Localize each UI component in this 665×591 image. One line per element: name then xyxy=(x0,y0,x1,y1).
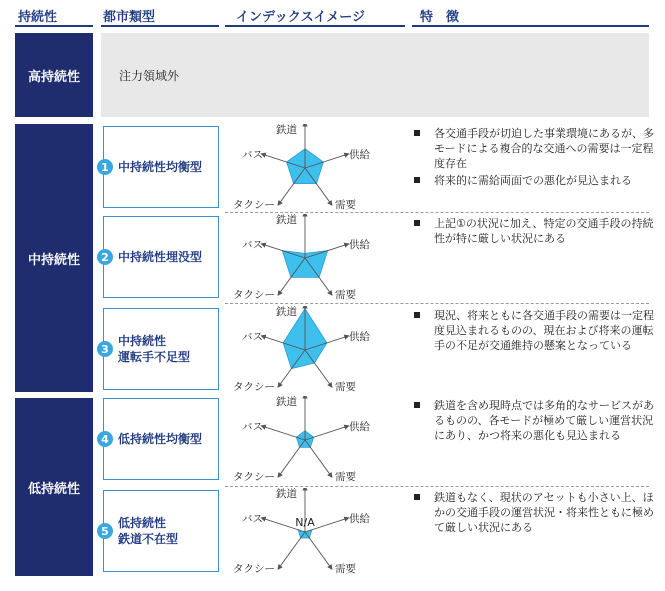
radar-axis-bus xyxy=(261,244,305,258)
city-type-name: 中持続性埋没型 xyxy=(118,250,203,264)
radar-chart-3 xyxy=(225,306,395,394)
type-number-badge: 3 xyxy=(97,341,113,357)
city-type-box-1 xyxy=(103,126,219,208)
header-underline xyxy=(225,25,405,27)
category-mid xyxy=(15,124,93,392)
radar-label-demand: 需要 xyxy=(335,563,356,575)
radar-label-taxi: タクシー xyxy=(233,471,275,483)
features-cell-4 xyxy=(412,398,657,445)
city-type-name: 中持続性均衡型 xyxy=(118,160,203,174)
radar-label-bus: バス xyxy=(242,149,263,161)
radar-axis-bus xyxy=(261,426,305,440)
radar-chart-1 xyxy=(225,124,395,212)
feature-bullet xyxy=(412,126,657,171)
radar-label-demand: 需要 xyxy=(335,381,356,393)
type-number-badge: 5 xyxy=(97,523,113,539)
feature-bullet xyxy=(412,173,657,188)
radar-label-taxi: タクシー xyxy=(233,289,275,301)
features-cell-2 xyxy=(412,216,657,248)
bullet-square-icon xyxy=(414,402,420,408)
feature-bullet xyxy=(412,490,657,535)
city-type-name: 中持続性 運転手不足型 xyxy=(118,334,191,364)
bullet-square-icon xyxy=(414,220,420,226)
city-type-box-2 xyxy=(103,216,219,298)
category-high xyxy=(15,33,93,117)
category-low-label: 低持続性 xyxy=(27,481,80,497)
radar-label-taxi: タクシー xyxy=(233,381,275,393)
city-type-name: 低持続性 鉄道不在型 xyxy=(118,516,179,546)
feature-text: 鉄道もなく、現状のアセットも小さい上、ほかの交通手段の運営状況・将来性ともに極めて厳しい状況にある xyxy=(434,491,654,534)
category-mid-label: 中持続性 xyxy=(27,252,80,268)
type-number-badge: 1 xyxy=(97,159,113,175)
radar-axis-supply xyxy=(305,426,349,440)
header-city-type: 都市類型 xyxy=(103,10,156,25)
header-index-image: インデックスイメージ xyxy=(236,10,365,25)
radar-label-rail: 鉄道 xyxy=(276,488,297,500)
feature-text: 現況、将来ともに各交通手段の需要は一定程度見込まれるものの、現在および将来の運転手の不足が交通維持の懸案となっている xyxy=(434,309,654,352)
category-high-label: 高持続性 xyxy=(27,69,80,85)
radar-label-supply: 供給 xyxy=(349,513,370,525)
radar-na-label: N/A xyxy=(295,516,315,529)
radar-axis-demand xyxy=(305,532,332,569)
high-row-note xyxy=(101,33,649,117)
radar-label-demand: 需要 xyxy=(335,199,356,211)
feature-bullet xyxy=(412,398,657,443)
high-row-text: 注力領域外 xyxy=(119,68,180,83)
radar-axis-taxi xyxy=(278,532,305,569)
radar-label-demand: 需要 xyxy=(335,289,356,301)
features-cell-3 xyxy=(412,308,657,355)
header-underline xyxy=(15,25,93,27)
radar-chart-4 xyxy=(225,396,395,484)
feature-bullet xyxy=(412,308,657,353)
radar-label-taxi: タクシー xyxy=(233,563,275,575)
radar-label-rail: 鉄道 xyxy=(276,396,297,408)
header-underline xyxy=(101,25,219,27)
radar-label-supply: 供給 xyxy=(349,421,370,433)
bullet-square-icon xyxy=(414,494,420,500)
feature-text: 上記①の状況に加え、特定の交通手段の持続性が特に厳しい状況にある xyxy=(434,217,654,245)
radar-label-bus: バス xyxy=(242,513,263,525)
features-cell-5 xyxy=(412,490,657,537)
radar-label-supply: 供給 xyxy=(349,149,370,161)
radar-label-rail: 鉄道 xyxy=(276,214,297,226)
header-sustainability: 持続性 xyxy=(18,10,58,25)
feature-text: 将来的に需給両面での悪化が見込まれる xyxy=(434,174,632,187)
radar-chart-2 xyxy=(225,214,395,302)
row-divider xyxy=(225,303,649,304)
type-number-badge: 4 xyxy=(97,431,113,447)
radar-label-rail: 鉄道 xyxy=(276,124,297,136)
row-divider xyxy=(225,212,649,213)
header-features: 特 徴 xyxy=(420,10,460,25)
radar-axis-supply xyxy=(305,244,349,258)
bullet-square-icon xyxy=(414,177,420,183)
radar-label-demand: 需要 xyxy=(335,471,356,483)
type-number-badge: 2 xyxy=(97,249,113,265)
radar-label-supply: 供給 xyxy=(349,331,370,343)
header-underline xyxy=(412,25,649,27)
category-low xyxy=(15,398,93,576)
features-cell-1 xyxy=(412,126,657,190)
bullet-square-icon xyxy=(414,130,420,136)
row-divider xyxy=(225,486,649,487)
radar-label-bus: バス xyxy=(242,421,263,433)
radar-label-rail: 鉄道 xyxy=(276,306,297,318)
radar-label-bus: バス xyxy=(242,239,263,251)
feature-bullet xyxy=(412,216,657,246)
feature-text: 鉄道を含め現時点では多角的なサービスがあるものの、各モードが極めて厳しい運営状況にあり、かつ将来の悪化も見込まれる xyxy=(434,399,654,442)
radar-label-bus: バス xyxy=(242,331,263,343)
city-type-box-4 xyxy=(103,398,219,480)
radar-chart-5 xyxy=(225,488,395,576)
radar-axis-demand xyxy=(305,440,332,477)
city-type-box-3 xyxy=(103,308,219,390)
radar-label-supply: 供給 xyxy=(349,239,370,251)
bullet-square-icon xyxy=(414,312,420,318)
city-type-box-5 xyxy=(103,490,219,572)
radar-label-taxi: タクシー xyxy=(233,199,275,211)
city-type-name: 低持続性均衡型 xyxy=(118,432,203,446)
radar-axis-taxi xyxy=(278,440,305,477)
feature-text: 各交通手段が切迫した事業環境にあるが、多モードによる複合的な交通への需要は一定程度存在 xyxy=(434,127,654,170)
